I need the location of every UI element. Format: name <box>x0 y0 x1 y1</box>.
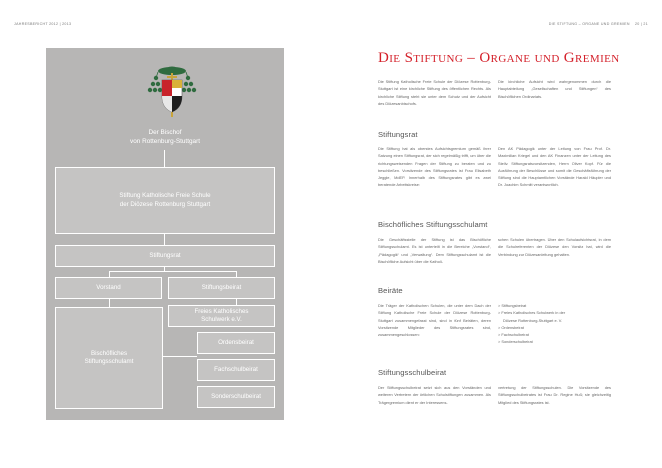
list-item: Diözese Rottenburg-Stuttgart e. V. <box>503 317 563 323</box>
episcopal-coat-of-arms-icon <box>144 62 200 120</box>
connector-foundation-rat <box>164 234 165 245</box>
sonderschulbeirat-box <box>197 386 275 408</box>
section-stiftungsschulbeirat-left: Der Stiftungsschulbeirat setzt sich aus den Vorständen und weiteren Vertretern der örtlichen Schulstiftungen zusammen. Als Trägergremium dient er der Interessens- <box>378 385 491 405</box>
list-item: > Ordensbeirat <box>498 324 524 330</box>
ordensbeirat-box <box>197 332 275 354</box>
section-beiraete-left: Die Träger der Katholischen Schulen, die unter dem Dach der Stiftung Katholische Freie Schule der Diözese Rottenburg-Stuttgart zusammengefasst sind, sind in fünf Beiräten, deren Vorsitzende Mitglieder des Stiftungsrates sind, zusammengeschlossen: <box>378 303 491 338</box>
running-head-left: JAHRESBERICHT 2012 | 2013 <box>14 22 72 26</box>
foundation-line-1: Stiftung Katholische Freie Schule <box>119 192 211 199</box>
list-item: > Freies Katholisches Schulwerk in der <box>498 310 566 316</box>
running-head-right <box>549 22 648 26</box>
section-heading-stiftungsschulbeirat: Stiftungsschulbeirat <box>378 368 447 377</box>
list-item: > Fachschulbeirat <box>498 332 529 338</box>
section-stiftungsschulbeirat-right: vertretung der Stiftungsschulen. Die Vorsitzende des Stiftungsschulbeirates ist Frau Dr. Regine Huß; sie gleichzeitig Mitglied des Stiftungsrates ist. <box>498 385 611 405</box>
section-schulamt-right: schen Schulen übertragen. Über den Schulaufsichtsrat, in dem die Schulreferenten der Diözese den Vorsitz hat, wird die Verbindung zur Diözesanleitung gehalten. <box>498 237 611 257</box>
list-item: > Sonderschulbeirat <box>498 339 533 345</box>
connector-schulamt-beiraete <box>163 356 197 357</box>
bishop-line-2: von Rottenburg-Stuttgart <box>130 138 200 145</box>
bishop-line-1: Der Bischof <box>148 129 182 136</box>
vorstand-box <box>55 277 162 299</box>
stiftungsbeirat-label: Stiftungsbeirat <box>201 283 242 291</box>
freies-line-1: Freies Katholisches <box>194 307 249 315</box>
connector-bishop-foundation <box>164 150 165 167</box>
stiftungsrat-label: Stiftungsrat <box>149 251 181 259</box>
section-heading-stiftungsrat: Stiftungsrat <box>378 130 418 139</box>
freies-schulwerk-box <box>168 305 275 327</box>
running-head-title: DIE STIFTUNG – ORGANE UND GREMIEN <box>548 22 630 26</box>
section-heading-schulamt: Bischöfliches Stiftungsschulamt <box>378 220 488 229</box>
fachschulbeirat-box <box>197 359 275 381</box>
stiftungsschulamt-box <box>55 307 163 409</box>
freies-line-2: Schulwerk e.V. <box>201 316 242 323</box>
intro-right: Die kirchliche Aufsicht wird wahrgenommen durch die Hauptabteilung „Gesellschaften und Stiftungen“ des Bischöflichen Ordinariats. <box>498 79 611 99</box>
section-beiraete-list <box>498 302 611 346</box>
page-numbers: 20 | 21 <box>634 22 648 26</box>
section-stiftungsrat-left: Die Stiftung hat als oberstes Aufsichtsgremium gemäß ihrer Satzung einen Stiftungsrat, der sich regelmäßig trifft, um über die richtungsweisenden Fragen der Stiftung zu beraten und zu beschließen. Vorsitzende des Stiftungsrates ist Frau Elisabeth Jeggle, MdEP. Innerhalb des Stiftungsrates gibt es zwei beratende Arbeitskreise: <box>378 146 491 188</box>
section-stiftungsrat-right: Den AK Pädagogik unter der Leitung von Frau Prof. Dr. Maximilian Kriegel und den AK Finanzen unter der Leitung des Stellv. Stiftungsratsvorsitzenden, Herrn Oliver Kopf. Für die Ausführung der Beschlüsse und somit die Geschäftsführung der Stiftung sind die Hauptamtlichen Vorstände Harald Häupler und Dr. Joachim Schmitt verantwortlich. <box>498 146 611 188</box>
connector-branch-horizontal <box>109 271 236 272</box>
schulamt-line-2: Stiftungsschulamt <box>84 358 134 365</box>
sonderschulbeirat-label: Sonderschulbeirat <box>211 392 261 400</box>
foundation-box <box>55 167 275 234</box>
fachschulbeirat-label: Fachschulbeirat <box>214 365 258 373</box>
stiftungsrat-box <box>55 245 275 267</box>
schulamt-line-1: Bischöfliches <box>90 349 128 357</box>
list-item: > Stiftungsbeirat <box>498 303 527 308</box>
section-heading-beiraete: Beiräte <box>378 286 403 295</box>
stiftungsbeirat-box <box>168 277 275 299</box>
foundation-line-2: der Diözese Rottenburg Stuttgart <box>119 200 211 208</box>
ordensbeirat-label: Ordensbeirat <box>218 338 254 346</box>
vorstand-label: Vorstand <box>96 283 121 291</box>
page-title: Die Stiftung – Organe und Gremien <box>378 50 620 66</box>
section-schulamt-left: Die Geschäftsstelle der Stiftung ist das Bischöfliche Stiftungsschulamt. Es ist unterteilt in die Bereiche „Vorstand“, „Pädagogik“ und „Verwaltung“. Dem Stiftungsschulamt ist die Bischöfliche Aufsicht über die Katholi- <box>378 237 491 264</box>
connector-vorstand-schulamt <box>109 299 110 307</box>
intro-left: Die Stiftung Katholische Freie Schule der Diözese Rottenburg-Stuttgart ist eine kirchliche Stiftung des öffentlichen Rechts. Als kirchliche Stiftung steht sie unter dem Schutz und der Aufsicht des Diözesanbischofs. <box>378 79 491 106</box>
bishop-label <box>46 128 284 146</box>
